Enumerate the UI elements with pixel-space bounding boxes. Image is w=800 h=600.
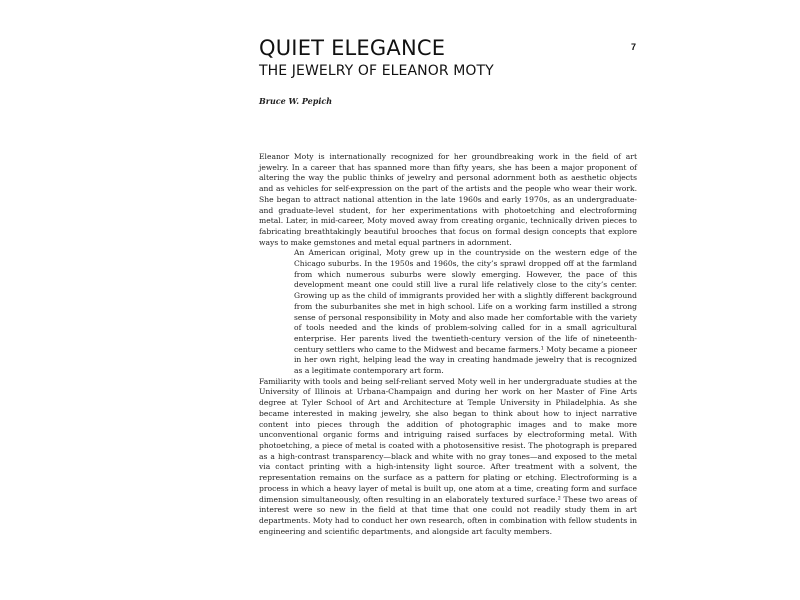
paragraph-background: An American original, Moty grew up in the countryside on the western edge of the Chicago suburbs. In the 1950s and 1960s, the city’s sprawl dropped off at the farmland from which numerous suburbs were slowly emerging. However, the pace of this development meant one could still live a rural life relatively close to the city’s center. Growing up as the child of immigrants provided her with a slightly different background from the suburbanites she met in high school. Life on a working farm instilled a strong sense of personal responsibility in Moty and also made her comfortable with the variety of tools needed and the kinds of problem-solving called for in a small agricultural enterprise. Her parents lived the twentieth-century version of the life of nineteenth-century settlers who came to the Midwest and became farmers.¹ Moty became a pioneer in her own right, helping lead the way in creating handmade jewelry that is recognized as a legitimate contemporary art form.: [294, 248, 637, 376]
page-subtitle: THE JEWELRY OF ELEANOR MOTY: [259, 63, 494, 79]
page-number: 7: [631, 42, 637, 52]
paragraph-education: Familiarity with tools and being self-reliant served Moty well in her undergraduate studies at the University of Illinois at Urbana-Champaign and during her work on her Master of Fine Arts degree at Tyler School of Art and Architecture at Temple University in Philadelphia. As she became interested in making jewelry, she also began to think about how to inject narrative content into pieces through the addition of photographic images and to make more unconventional organic forms and intriguing raised surfaces by electroforming metal. With photoetching, a piece of metal is coated with a photosensitive resist. The photograph is prepared as a high-contrast transparency—black and white with no gray tones—and exposed to the metal via contact printing with a high-intensity light source. After treatment with a solvent, the representation remains on the surface as a pattern for plating or etching. Electroforming is a process in which a heavy layer of metal is built up, one atom at a time, creating form and surface dimension simultaneously, often resulting in an elaborately textured surface.² These two areas of interest were so new in the field at that time that one could not readily study them in art departments. Moty had to conduct her own research, often in combination with fellow students in engineering and scientific departments, and alongside art faculty members.: [259, 376, 638, 536]
page-title: QUIET ELEGANCE: [259, 36, 446, 60]
paragraph-intro: Eleanor Moty is internationally recognized for her groundbreaking work in the field of art jewelry. In a career that has spanned more than fifty years, she has been a major proponent of altering the way the public thinks of jewelry and personal adornment both as aesthetic objects and as vehicles for self-expression on the part of the artists and the people who wear their work. She began to attract national attention in the late 1960s and early 1970s, as an undergraduate- and graduate-level student, for her experimentations with photoetching and electroforming metal. Later, in mid-career, Moty moved away from creating organic, technically driven pieces to fabricating breathtakingly beautiful brooches that focus on formal design concepts that explore ways to make gemstones and metal equal partners in adornment.: [259, 152, 637, 247]
essay-body: [259, 152, 637, 537]
author-byline: Bruce W. Pepich: [259, 96, 333, 106]
